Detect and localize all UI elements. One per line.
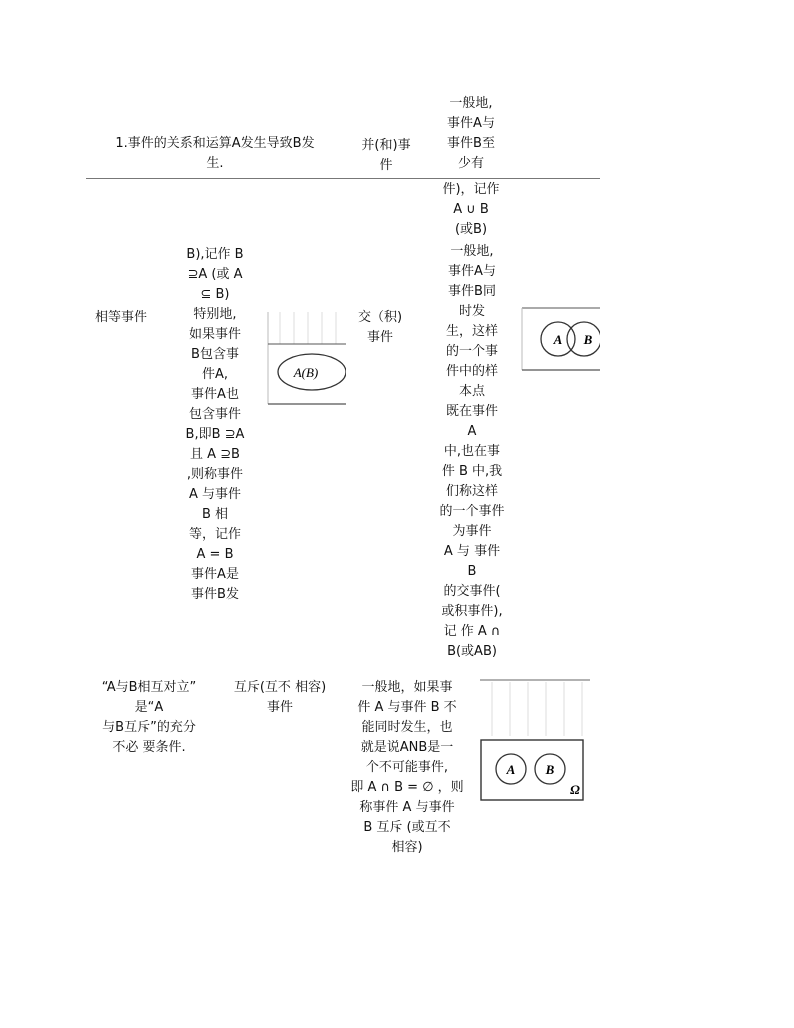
union-definition-top xyxy=(432,94,510,174)
note-line: “A与B相互对立” xyxy=(101,680,197,695)
intersection-def-line: A xyxy=(467,424,477,439)
table-rule xyxy=(86,178,600,179)
intersection-name-line: 交（积) xyxy=(357,310,403,325)
exclusive-def-line: B 互斥 (或互不 xyxy=(363,820,451,835)
row1-title-line: 1.事件的关系和运算A发生导致B发 xyxy=(115,136,315,151)
equal-event-venn-figure xyxy=(266,308,346,406)
exclusive-def-line: 一般地，如果事 xyxy=(361,680,453,695)
set-a-label: A xyxy=(553,332,563,347)
set-a-label: A xyxy=(506,762,516,777)
intersection-def-line: B(或AB) xyxy=(447,644,497,659)
exclusive-def-line: 能同时发生，也 xyxy=(361,720,453,735)
union-def-line: 事件B至 xyxy=(447,136,495,151)
exclusive-name-line: 事件 xyxy=(266,700,293,715)
intersection-name-line: 事件 xyxy=(366,330,393,345)
equal-event-definition xyxy=(176,245,254,605)
equal-fig-label: A(B) xyxy=(293,365,319,380)
intersection-def-line: 的一个事 xyxy=(445,344,498,359)
intersection-def-line: 件中的样 xyxy=(445,364,498,379)
intersection-def-line: 件 B 中,我 xyxy=(441,464,503,479)
equal-def-line: B包含事 xyxy=(191,347,239,362)
opposite-vs-exclusive-note xyxy=(86,678,212,758)
note-line: 是“A xyxy=(134,700,164,715)
union-name-line: 并(和)事 xyxy=(361,138,411,153)
union-name-line: 件 xyxy=(379,158,393,173)
union-def-line: 一般地, xyxy=(449,96,493,111)
set-b-label: B xyxy=(583,332,593,347)
equal-def-line: 事件A也 xyxy=(191,387,239,402)
intersection-def-line: 或积事件), xyxy=(441,604,503,619)
mutually-exclusive-event-name xyxy=(224,678,336,718)
equal-event-label: 相等事件 xyxy=(95,310,148,325)
union-def-line: 少有 xyxy=(457,156,484,171)
union-def-line: (或B) xyxy=(454,222,488,237)
intersection-venn-figure xyxy=(520,306,600,372)
equal-def-line: 事件A是 xyxy=(191,567,239,582)
note-line: 不必 要条件. xyxy=(112,740,186,755)
intersection-def-line: 本点 xyxy=(458,384,485,399)
equal-def-line: B,即B ⊇A xyxy=(185,427,245,442)
union-def-line: A ∪ B xyxy=(453,202,489,217)
union-event-name xyxy=(350,136,422,176)
intersection-def-line: 中,也在事 xyxy=(443,444,501,459)
union-def-line: 事件A与 xyxy=(447,116,495,131)
intersection-def-line: 事件B同 xyxy=(448,284,496,299)
intersection-def-line: 一般地, xyxy=(450,244,494,259)
intersection-def-line: B xyxy=(467,564,477,579)
exclusive-def-line: 相容) xyxy=(391,840,423,855)
mutually-exclusive-definition xyxy=(348,678,466,858)
equal-def-line: 件A, xyxy=(201,367,229,382)
equal-def-line: 等，记作 xyxy=(188,527,241,542)
exclusive-def-line: 就是说ANB是一 xyxy=(360,740,454,755)
equal-def-line: B),记作 B xyxy=(186,247,244,262)
equal-def-line: ⊆ B) xyxy=(200,287,230,302)
exclusive-def-line: 件 A 与事件 B 不 xyxy=(357,700,457,715)
union-definition-continued xyxy=(432,180,510,240)
equal-def-line: 事件B发 xyxy=(191,587,239,602)
exclusive-def-line: 即 A ∩ B = ∅ ，则 xyxy=(350,780,464,795)
exclusive-def-line: 个不可能事件, xyxy=(365,760,449,775)
row1-title-line: 生. xyxy=(206,156,224,171)
equal-def-line: 包含事件 xyxy=(188,407,241,422)
exclusive-name-line: 互斥(互不 相容) xyxy=(233,680,327,695)
note-line: 与B互斥”的充分 xyxy=(102,720,196,735)
intersection-def-line: 记 作 A ∩ xyxy=(443,624,501,639)
intersection-def-line: 既在事件 xyxy=(445,404,498,419)
equal-def-line: ,则称事件 xyxy=(186,467,244,482)
intersection-def-line: 事件A与 xyxy=(448,264,496,279)
omega-label: Ω xyxy=(570,782,580,797)
intersection-event-name xyxy=(348,308,412,348)
union-def-line: 件)，记作 xyxy=(442,182,500,197)
intersection-def-line: 们称这样 xyxy=(445,484,498,499)
exclusive-def-line: 称事件 A 与事件 xyxy=(359,800,455,815)
equal-event-name xyxy=(95,308,147,328)
equal-def-line: ⊇A (或 A xyxy=(187,267,243,282)
equal-def-line: 如果事件 xyxy=(188,327,241,342)
set-b-label: B xyxy=(545,762,555,777)
intersection-def-line: 为事件 xyxy=(452,524,492,539)
intersection-def-line: A 与 事件 xyxy=(443,544,501,559)
intersection-def-line: 的交事件( xyxy=(443,584,501,599)
equal-def-line: A 与事件 xyxy=(188,487,242,502)
row1-relation-title xyxy=(95,134,335,174)
equal-def-line: 且 A ⊇B xyxy=(190,447,240,462)
intersection-def-line: 时发 xyxy=(458,304,485,319)
equal-def-line: B 相 xyxy=(201,507,229,522)
equal-def-line: 特别地, xyxy=(193,307,237,322)
mutually-exclusive-venn-figure xyxy=(478,678,592,804)
intersection-def-line: 的一个事件 xyxy=(439,504,505,519)
equal-def-line: A = B xyxy=(196,547,234,562)
intersection-event-definition xyxy=(432,242,512,662)
intersection-def-line: 生，这样 xyxy=(445,324,498,339)
